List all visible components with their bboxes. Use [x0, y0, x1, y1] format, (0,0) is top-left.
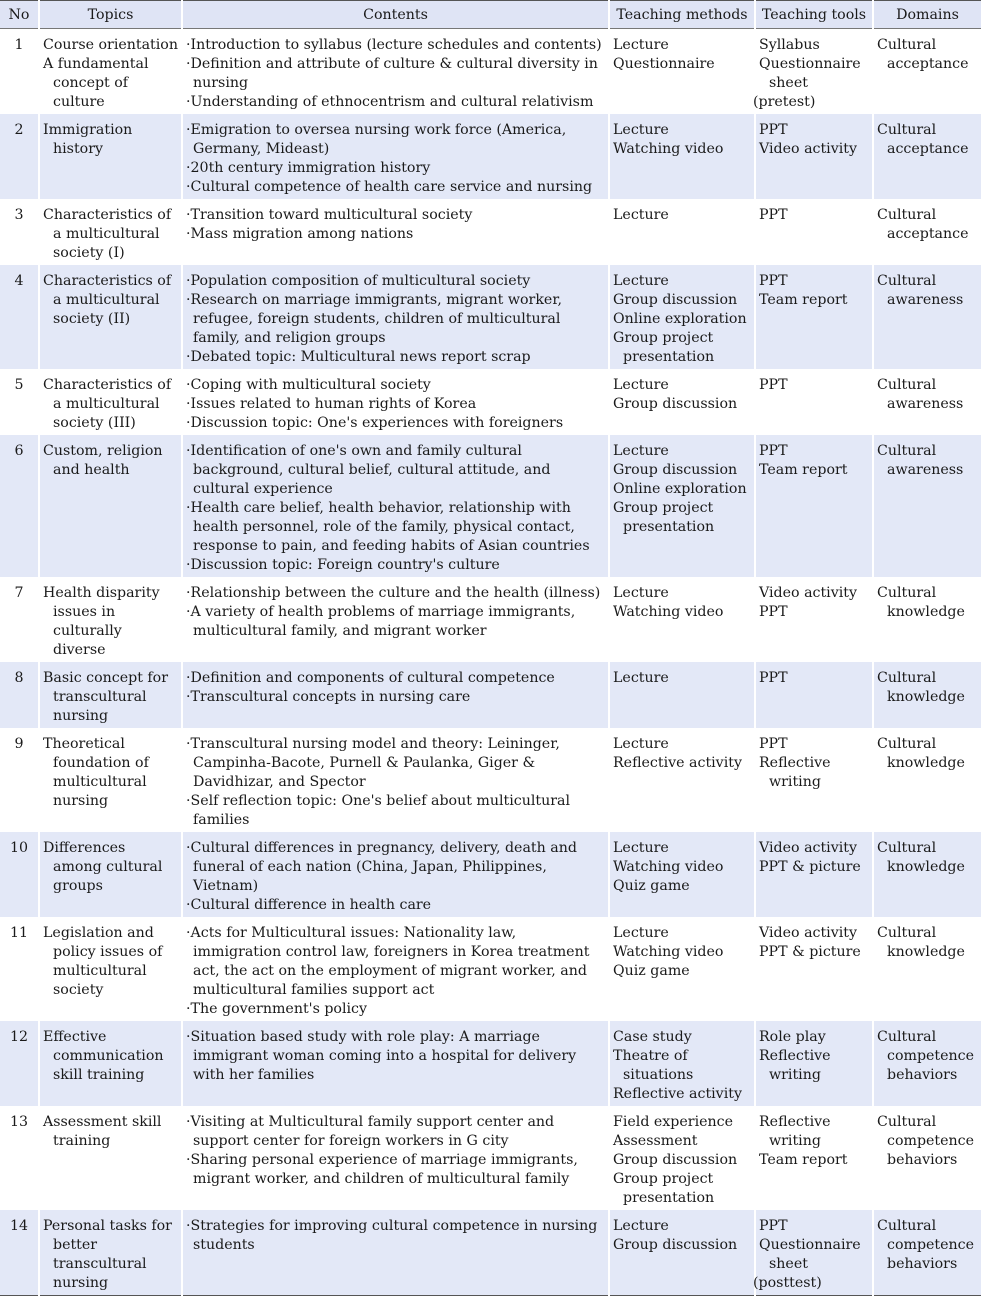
- table-row: [0, 114, 981, 199]
- tool-item: PPT: [759, 273, 788, 289]
- method-item: Assessment: [613, 1133, 698, 1149]
- content-text: Issues related to human rights of Korea: [190, 396, 477, 412]
- row-number: 7: [14, 585, 24, 601]
- teaching-methods-cell: [609, 1210, 755, 1296]
- bullet-dot-icon: ·: [186, 604, 191, 620]
- tool-item: PPT & picture: [759, 944, 861, 960]
- contents-cell: [182, 728, 609, 832]
- method-item: Lecture: [613, 585, 669, 601]
- method-item: Watching video: [613, 944, 724, 960]
- tool-item: Reflective writing: [759, 1048, 831, 1083]
- domain-text: Cultural acceptance: [877, 122, 969, 157]
- contents-cell: [182, 577, 609, 662]
- content-item: [186, 395, 605, 414]
- tool-item: (posttest): [753, 1275, 822, 1291]
- tool-item: Video activity: [759, 585, 857, 601]
- content-item: [186, 36, 605, 55]
- bullet-dot-icon: ·: [186, 840, 191, 856]
- topic-line: Characteristics of a multicultural society (II): [43, 273, 172, 327]
- method-item: Online exploration: [613, 311, 747, 327]
- content-item: [186, 1113, 605, 1151]
- content-item: [186, 1000, 605, 1019]
- method-item: Case study: [613, 1029, 692, 1045]
- content-text: Identification of one's own and family cultural background, cultural belief, cultural attitude, and cultural experience: [190, 443, 551, 497]
- tool-item: Questionnaire sheet: [759, 1237, 861, 1272]
- content-item: [186, 1028, 605, 1085]
- contents-cell: [182, 1021, 609, 1106]
- content-text: Research on marriage immigrants, migrant worker, refugee, foreign students, children of multicultural family, and religion groups: [190, 292, 563, 346]
- tool-item: PPT: [759, 670, 788, 686]
- teaching-methods-cell: [609, 114, 755, 199]
- topic-cell: [39, 435, 182, 577]
- content-item: [186, 225, 605, 244]
- content-item: [186, 442, 605, 499]
- content-item: [186, 896, 605, 915]
- content-item: [186, 1217, 605, 1255]
- teaching-tools-cell: [755, 29, 873, 115]
- content-text: Self reflection topic: One's belief about multicultural families: [190, 793, 571, 828]
- domain-cell: [873, 577, 981, 662]
- teaching-methods-cell: [609, 577, 755, 662]
- domain-text: Cultural acceptance: [877, 207, 969, 242]
- table-row: [0, 1021, 981, 1106]
- tool-item: PPT: [759, 443, 788, 459]
- domain-text: Cultural knowledge: [877, 840, 965, 875]
- tool-item: PPT: [759, 207, 788, 223]
- teaching-tools-cell: [755, 369, 873, 435]
- bullet-dot-icon: ·: [186, 292, 191, 308]
- method-item: Watching video: [613, 859, 724, 875]
- teaching-tools-cell: [755, 1021, 873, 1106]
- content-text: Sharing personal experience of marriage immigrants, migrant worker, and children of multicultural family: [190, 1152, 578, 1187]
- teaching-tools-cell: [755, 435, 873, 577]
- contents-cell: [182, 114, 609, 199]
- row-number: 5: [14, 377, 24, 393]
- teaching-tools-cell: [755, 662, 873, 728]
- method-item: Online exploration: [613, 481, 747, 497]
- domain-text: Cultural awareness: [877, 273, 964, 308]
- teaching-methods-cell: [609, 199, 755, 265]
- tool-item: Video activity: [759, 925, 857, 941]
- table-body: [0, 29, 981, 1296]
- header-teaching-methods: Teaching methods: [609, 1, 755, 29]
- content-item: [186, 121, 605, 159]
- bullet-dot-icon: ·: [186, 122, 191, 138]
- bullet-dot-icon: ·: [186, 1001, 191, 1017]
- bullet-dot-icon: ·: [186, 585, 191, 601]
- bullet-dot-icon: ·: [186, 1218, 191, 1234]
- topic-line: Effective communication skill training: [43, 1029, 164, 1083]
- teaching-tools-cell: [755, 728, 873, 832]
- bullet-dot-icon: ·: [186, 557, 191, 573]
- content-item: [186, 735, 605, 792]
- content-text: Discussion topic: One's experiences with foreigners: [190, 415, 564, 431]
- content-item: [186, 603, 605, 641]
- tool-item: Role play: [759, 1029, 826, 1045]
- content-item: [186, 414, 605, 433]
- domain-text: Cultural knowledge: [877, 670, 965, 705]
- topic-line: Health disparity issues in culturally diverse: [43, 585, 160, 658]
- content-text: Cultural differences in pregnancy, delivery, death and funeral of each nation (China, Japan, Philippines, Vietnam): [190, 840, 577, 894]
- tool-item: PPT: [759, 122, 788, 138]
- row-number: 8: [0, 662, 39, 728]
- teaching-methods-cell: [609, 29, 755, 115]
- row-number: 12: [0, 1021, 39, 1106]
- row-number: 14: [0, 1210, 39, 1296]
- teaching-methods-cell: [609, 832, 755, 917]
- row-number: 10: [0, 832, 39, 917]
- row-number: 6: [0, 435, 39, 577]
- content-text: Discussion topic: Foreign country's culture: [190, 557, 500, 573]
- content-item: [186, 499, 605, 556]
- domain-cell: [873, 265, 981, 369]
- bullet-dot-icon: ·: [186, 1114, 191, 1130]
- topic-cell: [39, 1106, 182, 1210]
- method-item: Field experience: [613, 1114, 733, 1130]
- method-item: Questionnaire: [613, 56, 715, 72]
- topic-cell: [39, 114, 182, 199]
- contents-cell: [182, 1210, 609, 1296]
- domain-cell: [873, 1106, 981, 1210]
- topic-cell: [39, 29, 182, 115]
- tool-item: PPT & picture: [759, 859, 861, 875]
- teaching-tools-cell: [755, 114, 873, 199]
- teaching-methods-cell: [609, 917, 755, 1021]
- domain-cell: [873, 199, 981, 265]
- topic-line: Custom, religion and health: [43, 443, 163, 478]
- contents-cell: [182, 435, 609, 577]
- content-item: [186, 55, 605, 93]
- bullet-dot-icon: ·: [186, 94, 191, 110]
- topic-cell: [39, 577, 182, 662]
- content-item: [186, 272, 605, 291]
- bullet-dot-icon: ·: [186, 179, 191, 195]
- method-item: Lecture: [613, 207, 669, 223]
- domain-cell: [873, 435, 981, 577]
- method-item: Group discussion: [613, 292, 738, 308]
- bullet-dot-icon: ·: [186, 443, 191, 459]
- contents-cell: [182, 265, 609, 369]
- bullet-dot-icon: ·: [186, 207, 191, 223]
- method-item: Watching video: [613, 141, 724, 157]
- row-number: 3: [14, 207, 24, 223]
- domain-text: Cultural awareness: [877, 377, 964, 412]
- teaching-tools-cell: [755, 917, 873, 1021]
- method-item: Theatre of situations: [613, 1048, 694, 1083]
- content-item: [186, 924, 605, 1000]
- tool-item: PPT: [759, 604, 788, 620]
- table-row: [0, 832, 981, 917]
- method-item: Group discussion: [613, 1152, 738, 1168]
- domain-text: Cultural awareness: [877, 443, 964, 478]
- method-item: Lecture: [613, 736, 669, 752]
- bullet-dot-icon: ·: [186, 415, 191, 431]
- bullet-dot-icon: ·: [186, 1029, 191, 1045]
- domain-cell: [873, 29, 981, 115]
- topic-line: Characteristics of a multicultural society (I): [43, 207, 172, 261]
- content-text: Mass migration among nations: [190, 226, 414, 242]
- content-text: A variety of health problems of marriage immigrants, multicultural family, and migrant worker: [190, 604, 576, 639]
- content-text: Emigration to oversea nursing work force (America, Germany, Mideast): [190, 122, 567, 157]
- content-text: Cultural difference in health care: [190, 897, 432, 913]
- method-item: Watching video: [613, 604, 724, 620]
- contents-cell: [182, 917, 609, 1021]
- tool-item: Questionnaire sheet: [759, 56, 861, 91]
- table-row: [0, 435, 981, 577]
- method-item: Quiz game: [613, 878, 690, 894]
- tool-item: Team report: [759, 1152, 848, 1168]
- content-text: Health care belief, health behavior, relationship with health personnel, role of the family, physical contact, response to pain, and feeding habits of Asian countries: [190, 500, 590, 554]
- row-number: 13: [9, 1114, 29, 1130]
- contents-cell: [182, 662, 609, 728]
- content-item: [186, 291, 605, 348]
- row-number: 9: [14, 736, 24, 752]
- bullet-dot-icon: ·: [186, 56, 191, 72]
- content-item: [186, 206, 605, 225]
- content-text: Definition and components of cultural competence: [190, 670, 555, 686]
- teaching-methods-cell: [609, 728, 755, 832]
- bullet-dot-icon: ·: [186, 736, 191, 752]
- bullet-dot-icon: ·: [186, 897, 191, 913]
- topic-line: Basic concept for transcultural nursing: [43, 670, 168, 724]
- topic-line: Personal tasks for better transcultural nursing: [43, 1218, 172, 1291]
- topic-line: Course orientation: [43, 37, 178, 53]
- content-item: [186, 159, 605, 178]
- method-item: Lecture: [613, 840, 669, 856]
- method-item: Lecture: [613, 1218, 669, 1234]
- content-item: [186, 688, 605, 707]
- method-item: Group project presentation: [613, 1171, 715, 1206]
- domain-text: Cultural acceptance: [877, 37, 969, 72]
- table-row: [0, 1106, 981, 1210]
- tool-item: Syllabus: [759, 37, 820, 53]
- row-number: 1: [14, 37, 24, 53]
- teaching-methods-cell: [609, 369, 755, 435]
- teaching-methods-cell: [609, 1021, 755, 1106]
- contents-cell: [182, 1106, 609, 1210]
- domain-text: Cultural competence behaviors: [877, 1029, 974, 1083]
- content-text: Coping with multicultural society: [190, 377, 431, 393]
- contents-cell: [182, 369, 609, 435]
- teaching-methods-cell: [609, 662, 755, 728]
- method-item: Group discussion: [613, 396, 738, 412]
- teaching-tools-cell: [755, 199, 873, 265]
- topic-cell: [39, 369, 182, 435]
- bullet-dot-icon: ·: [186, 793, 191, 809]
- topic-cell: [39, 662, 182, 728]
- teaching-tools-cell: [755, 265, 873, 369]
- tool-item: Reflective writing: [759, 755, 831, 790]
- bullet-dot-icon: ·: [186, 273, 191, 289]
- table-row: [0, 662, 981, 728]
- teaching-methods-cell: [609, 435, 755, 577]
- content-text: Situation based study with role play: A marriage immigrant woman coming into a hospital for delivery with her families: [190, 1029, 577, 1083]
- table-row: [0, 1210, 981, 1296]
- contents-cell: [182, 29, 609, 115]
- header-teaching-tools: Teaching tools: [755, 1, 873, 29]
- content-text: Population composition of multicultural society: [190, 273, 531, 289]
- domain-cell: [873, 832, 981, 917]
- tool-item: (pretest): [753, 94, 816, 110]
- bullet-dot-icon: ·: [186, 349, 191, 365]
- tool-item: Team report: [759, 462, 848, 478]
- content-text: Strategies for improving cultural competence in nursing students: [190, 1218, 598, 1253]
- method-item: Reflective activity: [613, 1086, 742, 1102]
- content-text: Transcultural concepts in nursing care: [190, 689, 471, 705]
- method-item: Lecture: [613, 670, 669, 686]
- header-domains: Domains: [873, 1, 981, 29]
- bullet-dot-icon: ·: [186, 500, 191, 516]
- content-item: [186, 584, 605, 603]
- method-item: Quiz game: [613, 963, 690, 979]
- content-text: Introduction to syllabus (lecture schedules and contents): [190, 37, 602, 53]
- topic-cell: [39, 1021, 182, 1106]
- table-row: [0, 577, 981, 662]
- content-text: The government's policy: [190, 1001, 368, 1017]
- teaching-tools-cell: [755, 832, 873, 917]
- method-item: Reflective activity: [613, 755, 742, 771]
- tool-item: Team report: [759, 292, 848, 308]
- domain-text: Cultural competence behaviors: [877, 1218, 974, 1272]
- contents-cell: [182, 199, 609, 265]
- topic-line: A fundamental concept of culture: [43, 56, 149, 110]
- tool-item: PPT: [759, 1218, 788, 1234]
- teaching-tools-cell: [755, 1106, 873, 1210]
- method-item: Lecture: [613, 443, 669, 459]
- table-row: [0, 917, 981, 1021]
- topic-line: Legislation and policy issues of multicultural society: [43, 925, 163, 998]
- topic-cell: [39, 728, 182, 832]
- method-item: Lecture: [613, 122, 669, 138]
- method-item: Group project presentation: [613, 500, 715, 535]
- domain-cell: [873, 728, 981, 832]
- topic-line: Differences among cultural groups: [43, 840, 163, 894]
- content-text: Transcultural nursing model and theory: Leininger, Campinha-Bacote, Purnell & Paulanka, Giger & Davidhizar, and Spector: [190, 736, 560, 790]
- content-text: Visiting at Multicultural family support center and support center for foreign workers in G city: [190, 1114, 555, 1149]
- table-row: [0, 369, 981, 435]
- table-row: [0, 29, 981, 115]
- method-item: Group discussion: [613, 1237, 738, 1253]
- content-text: Cultural competence of health care service and nursing: [190, 179, 593, 195]
- topic-cell: [39, 1210, 182, 1296]
- bullet-dot-icon: ·: [186, 160, 191, 176]
- topic-cell: [39, 199, 182, 265]
- content-item: [186, 376, 605, 395]
- tool-item: PPT: [759, 377, 788, 393]
- content-item: [186, 669, 605, 688]
- header-topics: Topics: [39, 1, 182, 29]
- method-item: Lecture: [613, 925, 669, 941]
- teaching-tools-cell: [755, 577, 873, 662]
- header-no: No: [0, 1, 39, 29]
- domain-text: Cultural knowledge: [877, 736, 965, 771]
- domain-cell: [873, 1210, 981, 1296]
- bullet-dot-icon: ·: [186, 925, 191, 941]
- content-text: Definition and attribute of culture & cultural diversity in nursing: [190, 56, 598, 91]
- tool-item: Video activity: [759, 840, 857, 856]
- topic-cell: [39, 265, 182, 369]
- content-item: [186, 556, 605, 575]
- teaching-tools-cell: [755, 1210, 873, 1296]
- bullet-dot-icon: ·: [186, 396, 191, 412]
- topic-line: Assessment skill training: [43, 1114, 162, 1149]
- bullet-dot-icon: ·: [186, 226, 191, 242]
- bullet-dot-icon: ·: [186, 37, 191, 53]
- method-item: Lecture: [613, 377, 669, 393]
- content-text: 20th century immigration history: [190, 160, 431, 176]
- domain-cell: [873, 1021, 981, 1106]
- bullet-dot-icon: ·: [186, 1152, 191, 1168]
- content-text: Debated topic: Multicultural news report scrap: [190, 349, 531, 365]
- row-number: 2: [0, 114, 39, 199]
- header-contents: Contents: [182, 1, 609, 29]
- table-row: [0, 199, 981, 265]
- topic-line: Immigration history: [43, 122, 133, 157]
- bullet-dot-icon: ·: [186, 670, 191, 686]
- content-item: [186, 93, 605, 112]
- table-row: [0, 728, 981, 832]
- domain-text: Cultural knowledge: [877, 925, 965, 960]
- method-item: Group discussion: [613, 462, 738, 478]
- domain-cell: [873, 662, 981, 728]
- tool-item: PPT: [759, 736, 788, 752]
- topic-cell: [39, 832, 182, 917]
- topic-line: Theoretical foundation of multicultural nursing: [43, 736, 149, 809]
- domain-text: Cultural competence behaviors: [877, 1114, 974, 1168]
- method-item: Lecture: [613, 273, 669, 289]
- bullet-dot-icon: ·: [186, 377, 191, 393]
- domain-cell: [873, 917, 981, 1021]
- domain-text: Cultural knowledge: [877, 585, 965, 620]
- tool-item: Reflective writing: [759, 1114, 831, 1149]
- bullet-dot-icon: ·: [186, 689, 191, 705]
- tool-item: Video activity: [759, 141, 857, 157]
- content-item: [186, 839, 605, 896]
- content-item: [186, 1151, 605, 1189]
- header-row: [0, 1, 981, 29]
- table-row: [0, 265, 981, 369]
- row-number: 4: [0, 265, 39, 369]
- row-number: 11: [9, 925, 29, 941]
- content-item: [186, 348, 605, 367]
- content-text: Transition toward multicultural society: [190, 207, 473, 223]
- content-text: Relationship between the culture and the health (illness): [190, 585, 601, 601]
- content-item: [186, 792, 605, 830]
- method-item: Group project presentation: [613, 330, 715, 365]
- contents-cell: [182, 832, 609, 917]
- teaching-methods-cell: [609, 1106, 755, 1210]
- topic-line: Characteristics of a multicultural society (III): [43, 377, 172, 431]
- content-text: Understanding of ethnocentrism and cultural relativism: [190, 94, 594, 110]
- method-item: Lecture: [613, 37, 669, 53]
- teaching-methods-cell: [609, 265, 755, 369]
- content-text: Acts for Multicultural issues: Nationality law, immigration control law, foreigners in Korea treatment act, the act on the employment of migrant worker, and multicultural families support act: [190, 925, 590, 998]
- content-item: [186, 178, 605, 197]
- topic-cell: [39, 917, 182, 1021]
- domain-cell: [873, 369, 981, 435]
- domain-cell: [873, 114, 981, 199]
